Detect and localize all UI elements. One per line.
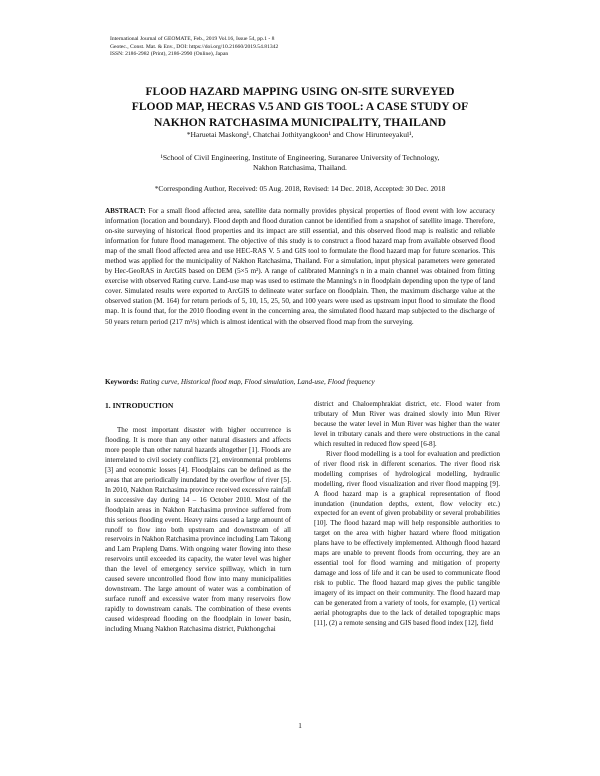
keywords-text: Rating curve, Historical flood map, Flood simulation, Land-use, Flood frequency: [140, 378, 375, 386]
received-dates: *Corresponding Author, Received: 05 Aug. 2018, Revised: 14 Dec. 2018, Accepted: 30 Dec. 2018: [154, 184, 446, 193]
affiliation-line: Nakhon Ratchasima, Thailand.: [253, 163, 347, 172]
paragraph: River flood modelling is a tool for evaluation and prediction of river flood risk in different scenarios. The river flood risk modelling comprises of hydrological modelling, hydraulic modelling, river flood visualization and river flood mapping [9]. A flood hazard map is a graphical representation of flood inundation (inundation depths, extent, flow velocity etc.) expected for an event of given probability or several probabilities [10]. The flood hazard map will help responsible authorities to target on the area with higher hazard where flood mitigation plans have to be effectively implemented. Although flood hazard maps are unable to prevent floods from occurring, they are an essential tool for flood warning and mitigation of property damage and loss of life and it can be used to communicate flood risk to public. The flood hazard map gives the public tangible imagery of its impact on their community. The flood hazard map can be generated from a variety of tools, for example, (1) vertical aerial photographs due to the lack of detailed topographic maps [11], (2) a remote sensing and GIS based flood index [12], field: [314, 449, 500, 627]
author-list: *Haruetai Maskong¹, Chatchai Jothityangkoon¹ and Chow Hirunteeyakul¹,: [186, 130, 414, 139]
journal-header-line: International Journal of GEOMATE, Feb., 2019 Vol.16, Issue 54, pp.1 - 8: [110, 36, 275, 42]
abstract-label: ABSTRACT:: [105, 207, 146, 215]
page-number: 1: [298, 722, 302, 730]
left-column: [105, 426, 291, 635]
journal-header-line: Geotec., Const. Mat. & Env., DOI: https://doi.org/10.21660/2019.54.81342: [110, 43, 279, 50]
journal-header-line: ISSN: 2186-2982 (Print), 2186-2990 (Online), Japan: [110, 51, 229, 58]
section-heading-introduction: 1. INTRODUCTION: [105, 401, 174, 410]
abstract-text: For a small flood affected area, satellite data normally provides physical properties of flood event with low accuracy information (location and boundary). Flood depth and flood duration cannot be identified from a snapshot of satellite image. Therefore, on-site surveying of historical flood properties and its impact are still essential, and this observed flood map is realistic and reliable information for future flood management. The objective of this study is to construct a flood hazard map from available observed flood map of the small flood affected area and use HEC-RAS V. 5 and GIS tool to formulate the flood hazard map for future scenarios. This method was applied for the municipality of Nakhon Ratchasima, Thailand. For a simulation, input physical parameters were generated by Hec-GeoRAS in ArcGIS based on DEM (5×5 m²). A range of calibrated Manning's n in a main channel was obtained from fitting exercise with observed Rating curve. Land-use map was used to estimate the Manning's n in floodplain depending upon the type of land cover. Simulated results were exported to ArcGIS to delineate water surface on floodplain. Then, the maximum discharge value at the observed station (M. 164) for return periods of 5, 10, 15, 25, 50, and 100 years were used as upstream input flood to simulate the flood map. It is found that, for the 2010 flooding event in the concerning area, the simulated flood hazard map subjected to the discharge of 50 years return period (217 m³/s) which is almost identical with the observed flood map from the surveying.: [105, 207, 495, 326]
abstract: [105, 206, 495, 327]
paper-title-line: FLOOD HAZARD MAPPING USING ON-SITE SURVEYED: [145, 85, 455, 98]
paragraph: district and Chaloemphrakiat district, etc. Flood water from tributary of Mun River was drained slowly into Mun River because the water level in Mun River was higher than the water level in tributary canals and there were obstructions in the canal which resulted in reduced flow speed [6-8].: [314, 400, 500, 448]
right-column: [314, 400, 500, 629]
keywords-label: Keywords:: [105, 378, 139, 386]
paper-title: [96, 84, 504, 130]
paper-title-line: NAKHON RATCHASIMA MUNICIPALITY, THAILAND: [153, 115, 447, 129]
affiliation-line: ¹School of Civil Engineering, Institute of Engineering, Suranaree University of Technology,: [160, 153, 440, 162]
affiliation: [96, 153, 504, 173]
journal-header: [110, 36, 510, 59]
paper-title-line: FLOOD MAP, HECRAS V.5 AND GIS TOOL: A CASE STUDY OF: [131, 100, 469, 114]
keywords: [105, 377, 495, 387]
paragraph: The most important disaster with higher occurrence is flooding. It is more than any other natural disasters and affects more people than other natural hazards altogether [1]. Floods are interrelated to civil society conflicts [2], environmental problems [3] and economic losses [4]. Floodplains can be defined as the areas that are periodically inundated by the overflow of river [5]. In 2010, Nakhon Ratchasima province received excessive rainfall in successive day during 14 – 16 October 2010. Most of the floodplain areas in Nakhon Ratchasima province suffered from this serious flooding event. Heavy rains caused a large amount of runoff to flow into both upstream and downstream of all reservoirs in Nakhon Ratchasima province including Lam Takong and Lam Prapleng Dams. With ongoing water flowing into these reservoirs until exceeded its capacity, the water level was higher than the level of emergency service spillway, which in turn caused severe uncontrolled flood flow into many municipalities downstream. The large amount of water was a combination of surface runoff and excessive water from many reservoirs flow rapidly to downstream canals. The combination of these events caused widespread flooding on the floodplain in lower basin, including Muang Nakhon Ratchasima district, Pukthongchai: [105, 426, 291, 634]
